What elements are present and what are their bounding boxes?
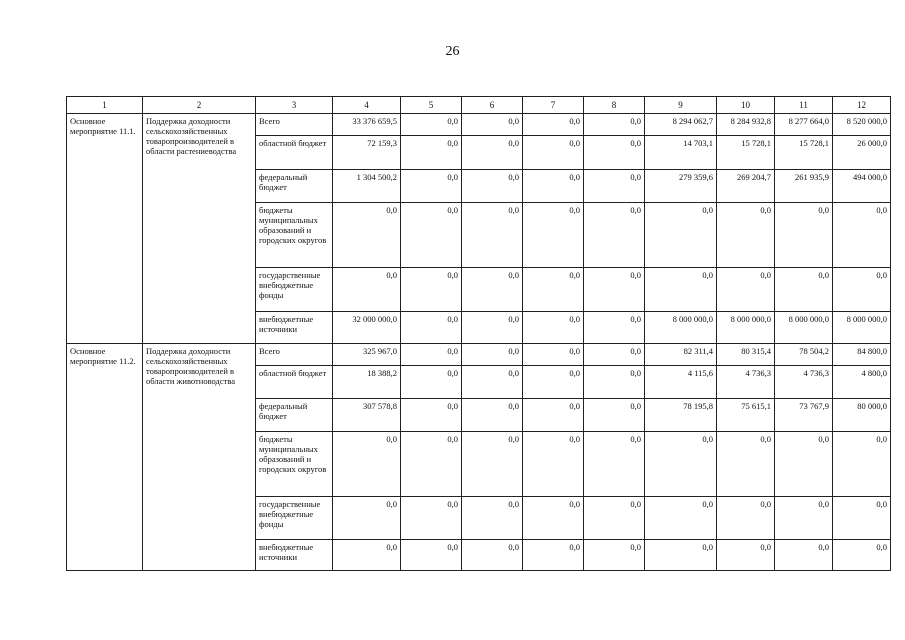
value-cell: 82 311,4	[645, 344, 717, 366]
value-cell: 0,0	[645, 497, 717, 540]
value-cell: 494 000,0	[833, 170, 891, 203]
value-cell: 0,0	[584, 432, 645, 497]
value-cell: 0,0	[584, 114, 645, 136]
value-cell: 80 315,4	[717, 344, 775, 366]
funding-source-cell: внебюджетные источники	[256, 540, 333, 571]
value-cell: 26 000,0	[833, 136, 891, 170]
value-cell: 0,0	[462, 344, 523, 366]
value-cell: 80 000,0	[833, 399, 891, 432]
funding-source-cell: бюджеты муниципальных образований и городских округов	[256, 203, 333, 268]
funding-table	[66, 96, 891, 571]
value-cell: 0,0	[584, 497, 645, 540]
value-cell: 84 800,0	[833, 344, 891, 366]
value-cell: 0,0	[462, 366, 523, 399]
value-cell: 0,0	[717, 497, 775, 540]
value-cell: 0,0	[523, 497, 584, 540]
value-cell: 8 277 664,0	[775, 114, 833, 136]
value-cell: 0,0	[584, 312, 645, 344]
value-cell: 0,0	[584, 399, 645, 432]
value-cell: 0,0	[833, 203, 891, 268]
funding-source-cell: областной бюджет	[256, 136, 333, 170]
value-cell: 0,0	[523, 366, 584, 399]
value-cell: 0,0	[462, 312, 523, 344]
header-cell: 8	[584, 97, 645, 114]
page-number: 26	[445, 44, 460, 59]
header-cell: 10	[717, 97, 775, 114]
value-cell: 0,0	[401, 136, 462, 170]
header-cell: 9	[645, 97, 717, 114]
value-cell: 4 736,3	[775, 366, 833, 399]
funding-source-cell: государственные внебюджетные фонды	[256, 497, 333, 540]
header-cell: 12	[833, 97, 891, 114]
value-cell: 0,0	[833, 268, 891, 312]
value-cell: 0,0	[333, 432, 401, 497]
value-cell: 8 294 062,7	[645, 114, 717, 136]
value-cell: 0,0	[462, 540, 523, 571]
header-cell: 5	[401, 97, 462, 114]
value-cell: 0,0	[523, 540, 584, 571]
value-cell: 78 504,2	[775, 344, 833, 366]
value-cell: 8 284 932,8	[717, 114, 775, 136]
value-cell: 73 767,9	[775, 399, 833, 432]
funding-source-cell: Всего	[256, 344, 333, 366]
measure-name-cell: Поддержка доходности сельскохозяйственных товаропроизводителей в области растениеводства	[143, 114, 256, 344]
value-cell: 0,0	[462, 432, 523, 497]
value-cell: 15 728,1	[775, 136, 833, 170]
value-cell: 0,0	[462, 203, 523, 268]
value-cell: 0,0	[401, 203, 462, 268]
value-cell: 0,0	[401, 344, 462, 366]
value-cell: 0,0	[523, 203, 584, 268]
value-cell: 4 736,3	[717, 366, 775, 399]
value-cell: 0,0	[584, 203, 645, 268]
value-cell: 0,0	[401, 497, 462, 540]
value-cell: 0,0	[775, 497, 833, 540]
measure-cell: Основное мероприятие 11.2.	[67, 344, 143, 571]
value-cell: 14 703,1	[645, 136, 717, 170]
funding-source-cell: областной бюджет	[256, 366, 333, 399]
value-cell: 307 578,8	[333, 399, 401, 432]
value-cell: 0,0	[523, 114, 584, 136]
value-cell: 0,0	[584, 268, 645, 312]
value-cell: 0,0	[717, 540, 775, 571]
value-cell: 0,0	[645, 203, 717, 268]
value-cell: 0,0	[775, 432, 833, 497]
header-cell: 1	[67, 97, 143, 114]
value-cell: 1 304 500,2	[333, 170, 401, 203]
header-cell: 4	[333, 97, 401, 114]
value-cell: 0,0	[584, 344, 645, 366]
value-cell: 0,0	[401, 114, 462, 136]
funding-source-cell: Всего	[256, 114, 333, 136]
value-cell: 0,0	[523, 312, 584, 344]
value-cell: 0,0	[717, 432, 775, 497]
value-cell: 78 195,8	[645, 399, 717, 432]
header-cell: 6	[462, 97, 523, 114]
value-cell: 8 000 000,0	[833, 312, 891, 344]
value-cell: 8 000 000,0	[775, 312, 833, 344]
value-cell: 0,0	[462, 497, 523, 540]
value-cell: 4 800,0	[833, 366, 891, 399]
value-cell: 0,0	[462, 114, 523, 136]
value-cell: 261 935,9	[775, 170, 833, 203]
value-cell: 8 520 000,0	[833, 114, 891, 136]
value-cell: 0,0	[584, 366, 645, 399]
value-cell: 0,0	[584, 540, 645, 571]
value-cell: 0,0	[401, 540, 462, 571]
value-cell: 0,0	[523, 399, 584, 432]
value-cell: 0,0	[333, 540, 401, 571]
value-cell: 0,0	[775, 540, 833, 571]
value-cell: 0,0	[833, 540, 891, 571]
table-row	[67, 114, 891, 136]
value-cell: 0,0	[833, 432, 891, 497]
value-cell: 0,0	[775, 203, 833, 268]
value-cell: 0,0	[584, 170, 645, 203]
value-cell: 8 000 000,0	[717, 312, 775, 344]
value-cell: 72 159,3	[333, 136, 401, 170]
header-row	[67, 97, 891, 114]
value-cell: 0,0	[462, 170, 523, 203]
funding-source-cell: федеральный бюджет	[256, 399, 333, 432]
value-cell: 75 615,1	[717, 399, 775, 432]
value-cell: 0,0	[523, 136, 584, 170]
value-cell: 0,0	[717, 268, 775, 312]
value-cell: 0,0	[645, 268, 717, 312]
measure-cell: Основное мероприятие 11.1.	[67, 114, 143, 344]
value-cell: 0,0	[401, 268, 462, 312]
value-cell: 0,0	[462, 268, 523, 312]
value-cell: 0,0	[717, 203, 775, 268]
value-cell: 0,0	[523, 432, 584, 497]
funding-source-cell: внебюджетные источники	[256, 312, 333, 344]
header-cell: 2	[143, 97, 256, 114]
value-cell: 32 000 000,0	[333, 312, 401, 344]
value-cell: 279 359,6	[645, 170, 717, 203]
value-cell: 325 967,0	[333, 344, 401, 366]
header-cell: 7	[523, 97, 584, 114]
value-cell: 0,0	[645, 540, 717, 571]
value-cell: 0,0	[333, 268, 401, 312]
value-cell: 269 204,7	[717, 170, 775, 203]
value-cell: 0,0	[333, 497, 401, 540]
value-cell: 0,0	[645, 432, 717, 497]
value-cell: 18 388,2	[333, 366, 401, 399]
value-cell: 4 115,6	[645, 366, 717, 399]
value-cell: 15 728,1	[717, 136, 775, 170]
measure-name-cell: Поддержка доходности сельскохозяйственных товаропроизводителей в области животноводства	[143, 344, 256, 571]
value-cell: 0,0	[462, 136, 523, 170]
value-cell: 0,0	[333, 203, 401, 268]
value-cell: 0,0	[833, 497, 891, 540]
value-cell: 0,0	[401, 312, 462, 344]
value-cell: 0,0	[401, 366, 462, 399]
funding-source-cell: федеральный бюджет	[256, 170, 333, 203]
value-cell: 8 000 000,0	[645, 312, 717, 344]
value-cell: 33 376 659,5	[333, 114, 401, 136]
value-cell: 0,0	[401, 399, 462, 432]
table-row	[67, 344, 891, 366]
value-cell: 0,0	[775, 268, 833, 312]
value-cell: 0,0	[401, 432, 462, 497]
value-cell: 0,0	[523, 344, 584, 366]
funding-source-cell: бюджеты муниципальных образований и городских округов	[256, 432, 333, 497]
value-cell: 0,0	[584, 136, 645, 170]
value-cell: 0,0	[523, 170, 584, 203]
value-cell: 0,0	[523, 268, 584, 312]
funding-source-cell: государственные внебюджетные фонды	[256, 268, 333, 312]
value-cell: 0,0	[462, 399, 523, 432]
header-cell: 11	[775, 97, 833, 114]
value-cell: 0,0	[401, 170, 462, 203]
header-cell: 3	[256, 97, 333, 114]
